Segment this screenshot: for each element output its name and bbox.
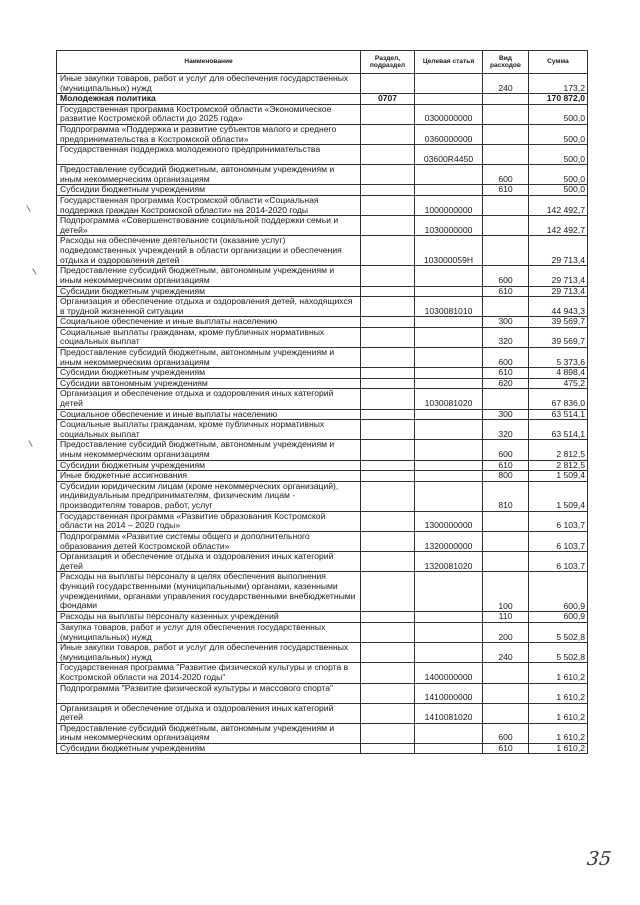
row-sum: 29 713,4: [529, 236, 588, 266]
table-row: [57, 743, 588, 754]
row-target-code: 1410000000: [415, 683, 483, 703]
row-section: [361, 460, 415, 471]
table-row: [57, 327, 588, 347]
row-target-code: [415, 471, 483, 482]
row-sum: 142 492,7: [529, 216, 588, 236]
table-row: [57, 124, 588, 144]
row-sum: 142 492,7: [529, 195, 588, 215]
row-sum: 2 812,5: [529, 460, 588, 471]
row-section: [361, 327, 415, 347]
table-row: [57, 94, 588, 105]
row-sum: 500,0: [529, 124, 588, 144]
table-row: [57, 195, 588, 215]
row-target-code: [415, 440, 483, 460]
table-row: [57, 471, 588, 482]
row-sum: 500,0: [529, 104, 588, 124]
table-row: [57, 683, 588, 703]
row-section: [361, 348, 415, 368]
row-section: [361, 124, 415, 144]
row-expense-type: [483, 195, 529, 215]
row-expense-type: [483, 531, 529, 551]
row-name: Государственная программа Костромской области «Экономическое развитие Костромской области до 2025 года»: [57, 104, 361, 124]
row-sum: 500,0: [529, 145, 588, 165]
row-section: [361, 622, 415, 642]
row-target-code: [415, 94, 483, 105]
row-target-code: [415, 420, 483, 440]
row-section: [361, 368, 415, 379]
row-name: Подпрограмма «Совершенствование социальной поддержки семьи и детей»: [57, 216, 361, 236]
row-target-code: 1320081020: [415, 552, 483, 572]
header-name: Наименование: [57, 51, 361, 74]
row-expense-type: [483, 683, 529, 703]
row-expense-type: 610: [483, 743, 529, 754]
row-sum: 5 502,8: [529, 622, 588, 642]
row-name: Государственная программа Костромской области «Социальная поддержка граждан Костромской области» на 2014-2020 годы: [57, 195, 361, 215]
row-name: Подпрограмма «Развитие системы общего и дополнительного образования детей Костромской области»: [57, 531, 361, 551]
row-name: Социальные выплаты гражданам, кроме публичных нормативных социальных выплат: [57, 327, 361, 347]
table-row: [57, 145, 588, 165]
row-sum: 29 713,4: [529, 266, 588, 286]
table-row: [57, 481, 588, 511]
row-section: [361, 317, 415, 328]
row-sum: 475,2: [529, 378, 588, 389]
row-expense-type: 600: [483, 266, 529, 286]
row-sum: 1 610,2: [529, 723, 588, 743]
row-name: Предоставление субсидий бюджетным, автономным учреждениям и иным некоммерческим организациям: [57, 723, 361, 743]
table-row: [57, 612, 588, 623]
header-target: Целевая статья: [415, 51, 483, 74]
table-row: [57, 663, 588, 683]
row-name: Закупка товаров, работ и услуг для обеспечения государственных (муниципальных) нужд: [57, 622, 361, 642]
row-target-code: [415, 460, 483, 471]
row-name: Социальное обеспечение и иные выплаты населению: [57, 317, 361, 328]
row-target-code: 1030000000: [415, 216, 483, 236]
row-sum: 67 836,0: [529, 389, 588, 409]
row-expense-type: [483, 236, 529, 266]
row-name: Субсидии бюджетным учреждениям: [57, 460, 361, 471]
row-name: Расходы на выплаты персоналу казенных учреждений: [57, 612, 361, 623]
row-sum: 1 509,4: [529, 481, 588, 511]
row-sum: 44 943,3: [529, 297, 588, 317]
row-target-code: [415, 481, 483, 511]
row-target-code: [415, 286, 483, 297]
table-row: [57, 348, 588, 368]
table-row: [57, 643, 588, 663]
row-target-code: [415, 348, 483, 368]
row-section: [361, 612, 415, 623]
row-name: Расходы на выплаты персоналу в целях обеспечения выполнения функций государственными (муниципальными) органами, казенными учреждениями, органами управления государственными внебюджетными фондами: [57, 572, 361, 612]
row-name: Организация и обеспечение отдыха и оздоровления детей, находящихся в трудной жизненной ситуации: [57, 297, 361, 317]
row-target-code: 1030081010: [415, 297, 483, 317]
row-expense-type: [483, 511, 529, 531]
row-target-code: [415, 74, 483, 94]
row-expense-type: 620: [483, 378, 529, 389]
margin-tick-mark: [28, 440, 32, 447]
row-expense-type: 100: [483, 572, 529, 612]
row-section: [361, 389, 415, 409]
row-expense-type: 320: [483, 327, 529, 347]
row-section: [361, 236, 415, 266]
row-target-code: [415, 165, 483, 185]
row-target-code: [415, 327, 483, 347]
row-name: Субсидии бюджетным учреждениям: [57, 368, 361, 379]
row-target-code: 1000000000: [415, 195, 483, 215]
row-expense-type: [483, 389, 529, 409]
table-row: [57, 317, 588, 328]
row-target-code: [415, 368, 483, 379]
row-name: Социальное обеспечение и иные выплаты населению: [57, 409, 361, 420]
row-section: [361, 440, 415, 460]
page-number: 35: [585, 848, 613, 870]
row-sum: 39 569,7: [529, 327, 588, 347]
row-section: [361, 723, 415, 743]
row-expense-type: [483, 104, 529, 124]
row-name: Иные закупки товаров, работ и услуг для обеспечения государственных (муниципальных) нужд: [57, 74, 361, 94]
table-row: [57, 531, 588, 551]
row-target-code: [415, 317, 483, 328]
table-row: [57, 185, 588, 196]
row-name: Предоставление субсидий бюджетным, автономным учреждениям и иным некоммерческим организациям: [57, 348, 361, 368]
row-target-code: [415, 723, 483, 743]
table-row: [57, 703, 588, 723]
row-target-code: 103000059Н: [415, 236, 483, 266]
row-section: [361, 663, 415, 683]
row-sum: 4 898,4: [529, 368, 588, 379]
row-section: [361, 511, 415, 531]
row-section: [361, 165, 415, 185]
row-sum: 1 610,2: [529, 683, 588, 703]
row-sum: 63 514,1: [529, 409, 588, 420]
row-section: [361, 74, 415, 94]
table-row: [57, 297, 588, 317]
row-expense-type: 600: [483, 723, 529, 743]
row-section: [361, 286, 415, 297]
row-expense-type: [483, 297, 529, 317]
row-sum: 500,0: [529, 165, 588, 185]
row-name: Государственная поддержка молодежного предпринимательства: [57, 145, 361, 165]
row-sum: 39 569,7: [529, 317, 588, 328]
table-row: [57, 420, 588, 440]
row-sum: 500,0: [529, 185, 588, 196]
row-sum: 173,2: [529, 74, 588, 94]
row-section: [361, 420, 415, 440]
row-name: Иные бюджетные ассигнования: [57, 471, 361, 482]
table-row: [57, 266, 588, 286]
row-expense-type: 600: [483, 348, 529, 368]
row-sum: 6 103,7: [529, 511, 588, 531]
row-name: Предоставление субсидий бюджетным, автономным учреждениям и иным некоммерческим организациям: [57, 266, 361, 286]
table-row: [57, 165, 588, 185]
table-body: [57, 74, 588, 754]
row-name: Государственная программа "Развитие физической культуры и спорта в Костромской области на 2014-2020 годы": [57, 663, 361, 683]
row-name: Подпрограмма "Развитие физической культуры и массового спорта": [57, 683, 361, 703]
row-name: Подпрограмма «Поддержка и развитие субъектов малого и среднего предпринимательства в Костромской области»: [57, 124, 361, 144]
row-name: Организация и обеспечение отдыха и оздоровления иных категорий детей: [57, 552, 361, 572]
row-section: [361, 683, 415, 703]
row-section: [361, 572, 415, 612]
row-target-code: 1320000000: [415, 531, 483, 551]
table-row: [57, 409, 588, 420]
row-expense-type: 200: [483, 622, 529, 642]
budget-table: [56, 50, 588, 754]
row-expense-type: 240: [483, 643, 529, 663]
table-row: [57, 389, 588, 409]
row-target-code: [415, 378, 483, 389]
row-sum: 63 514,1: [529, 420, 588, 440]
table-row: [57, 378, 588, 389]
row-sum: 1 610,2: [529, 703, 588, 723]
row-section: [361, 552, 415, 572]
row-section: [361, 266, 415, 286]
margin-tick-mark: [26, 205, 30, 212]
row-expense-type: 300: [483, 317, 529, 328]
row-section: [361, 703, 415, 723]
row-name: Субсидии бюджетным учреждениям: [57, 185, 361, 196]
row-section: [361, 409, 415, 420]
row-name: Предоставление субсидий бюджетным, автономным учреждениям и иным некоммерческим организациям: [57, 440, 361, 460]
table-row: [57, 236, 588, 266]
row-sum: 600,9: [529, 572, 588, 612]
row-target-code: 1300000000: [415, 511, 483, 531]
row-target-code: 0300000000: [415, 104, 483, 124]
table-row: [57, 552, 588, 572]
row-section: [361, 185, 415, 196]
row-name: Организация и обеспечение отдыха и оздоровления иных категорий детей: [57, 703, 361, 723]
table-row: [57, 286, 588, 297]
row-target-code: [415, 743, 483, 754]
table-row: [57, 511, 588, 531]
row-sum: 1 509,4: [529, 471, 588, 482]
row-sum: 600,9: [529, 612, 588, 623]
row-expense-type: 810: [483, 481, 529, 511]
row-section: [361, 378, 415, 389]
row-section: [361, 743, 415, 754]
row-target-code: [415, 409, 483, 420]
row-sum: 170 872,0: [529, 94, 588, 105]
row-section: [361, 297, 415, 317]
table-header-row: [57, 51, 588, 74]
row-target-code: 1410081020: [415, 703, 483, 723]
row-expense-type: 610: [483, 286, 529, 297]
row-section: [361, 481, 415, 511]
row-expense-type: [483, 552, 529, 572]
table-row: [57, 572, 588, 612]
row-expense-type: 240: [483, 74, 529, 94]
row-sum: 6 103,7: [529, 552, 588, 572]
row-sum: 1 610,2: [529, 663, 588, 683]
row-expense-type: 110: [483, 612, 529, 623]
row-name: Расходы на обеспечение деятельности (оказание услуг) подведомственных учреждений в области организации и обеспечения отдыха и оздоровления детей: [57, 236, 361, 266]
row-target-code: [415, 622, 483, 642]
row-section: 0707: [361, 94, 415, 105]
row-expense-type: [483, 216, 529, 236]
row-target-code: 1400000000: [415, 663, 483, 683]
row-name: Государственная программа «Развитие образования Костромской области на 2014 – 2020 годы»: [57, 511, 361, 531]
row-name: Предоставление субсидий бюджетным, автономным учреждениям и иным некоммерческим организациям: [57, 165, 361, 185]
row-expense-type: [483, 703, 529, 723]
row-target-code: [415, 612, 483, 623]
row-target-code: 0360000000: [415, 124, 483, 144]
margin-tick-mark: [32, 268, 36, 275]
row-target-code: [415, 266, 483, 286]
row-section: [361, 104, 415, 124]
row-expense-type: [483, 124, 529, 144]
row-sum: 2 812,5: [529, 440, 588, 460]
table-row: [57, 440, 588, 460]
table-row: [57, 723, 588, 743]
row-expense-type: 300: [483, 409, 529, 420]
row-name: Социальные выплаты гражданам, кроме публичных нормативных социальных выплат: [57, 420, 361, 440]
row-sum: 6 103,7: [529, 531, 588, 551]
row-target-code: 03600R4450: [415, 145, 483, 165]
row-name: Организация и обеспечение отдыха и оздоровления иных категорий детей: [57, 389, 361, 409]
row-expense-type: [483, 94, 529, 105]
row-name: Субсидии бюджетным учреждениям: [57, 286, 361, 297]
table-row: [57, 216, 588, 236]
row-name: Иные закупки товаров, работ и услуг для обеспечения государственных (муниципальных) нужд: [57, 643, 361, 663]
row-expense-type: 610: [483, 460, 529, 471]
row-section: [361, 531, 415, 551]
row-target-code: [415, 185, 483, 196]
table-row: [57, 104, 588, 124]
header-sum: Сумма: [529, 51, 588, 74]
row-expense-type: [483, 663, 529, 683]
row-name: Субсидии юридическим лицам (кроме некоммерческих организаций), индивидуальным предпринимателям, физическим лицам - производителям товаров, работ, услуг: [57, 481, 361, 511]
row-expense-type: 610: [483, 368, 529, 379]
row-section: [361, 643, 415, 663]
row-target-code: [415, 572, 483, 612]
row-sum: 1 610,2: [529, 743, 588, 754]
row-target-code: 1030081020: [415, 389, 483, 409]
row-section: [361, 216, 415, 236]
header-section: Раздел, подраздел: [361, 51, 415, 74]
row-expense-type: 800: [483, 471, 529, 482]
row-sum: 5 502,8: [529, 643, 588, 663]
table-row: [57, 368, 588, 379]
row-expense-type: 600: [483, 440, 529, 460]
table-row: [57, 622, 588, 642]
row-name: Субсидии автономным учреждениям: [57, 378, 361, 389]
row-expense-type: [483, 145, 529, 165]
table-row: [57, 74, 588, 94]
row-sum: 5 373,6: [529, 348, 588, 368]
row-expense-type: 610: [483, 185, 529, 196]
row-section: [361, 471, 415, 482]
row-section: [361, 145, 415, 165]
row-expense-type: 320: [483, 420, 529, 440]
table-row: [57, 460, 588, 471]
row-section: [361, 195, 415, 215]
row-name: Молодежная политика: [57, 94, 361, 105]
row-sum: 29 713,4: [529, 286, 588, 297]
row-expense-type: 600: [483, 165, 529, 185]
row-name: Субсидии бюджетным учреждениям: [57, 743, 361, 754]
row-target-code: [415, 643, 483, 663]
header-type: Вид расходов: [483, 51, 529, 74]
